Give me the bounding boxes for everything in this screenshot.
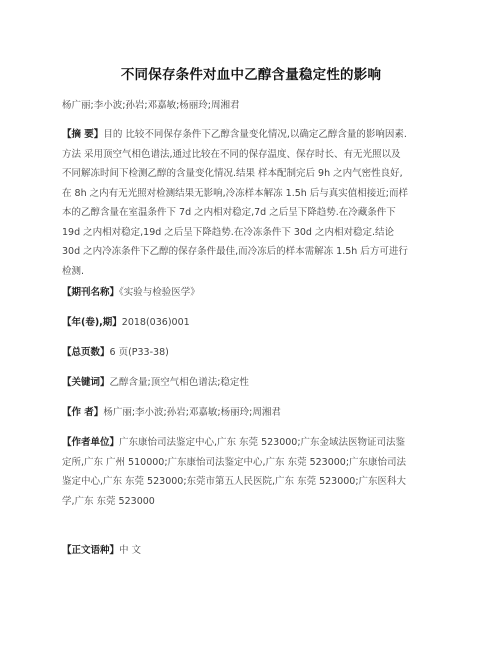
abstract-line-2: 方法 采用顶空气相色谱法,通过比较在不同的保存温度、保存时长、有无光照以及 xyxy=(62,148,401,160)
field-label: 【作 者】 xyxy=(62,407,104,418)
volume-issue-field xyxy=(62,313,442,333)
field-value: 乙醇含量;顶空气相色谱法;稳定性 xyxy=(109,377,249,388)
field-label: 【作者单位】 xyxy=(62,437,120,448)
journal-name-field xyxy=(62,283,442,303)
abstract-line-5: 本的乙醇含量在室温条件下 7d 之内相对稳定,7d 之后呈下降趋势.在冷藏条件下 xyxy=(62,207,396,218)
abstract-block xyxy=(62,125,442,281)
field-value: 《实验与检验医学》 xyxy=(119,287,200,298)
abstract-label: 【摘 要】 xyxy=(62,129,104,140)
abstract-line-4: 在 8h 之内有无光照对检测结果无影响,冷冻样本解冻 1.5h 后与真实值相接近;而样 xyxy=(62,187,408,199)
author-list: 杨广丽;李小波;孙岩;邓嘉敏;杨丽玲;周湘君 xyxy=(62,100,240,111)
field-label: 【总页数】 xyxy=(62,347,110,358)
paper-title: 不同保存条件对血中乙醇含量稳定性的影响 xyxy=(120,67,382,83)
affiliation-line-3: 鉴定中心,广东 东莞 523000;东莞市第五人民医院,广东 东莞 523000;广东医科大 xyxy=(62,476,407,487)
field-label: 【年(卷),期】 xyxy=(62,317,122,328)
affiliation-line-4: 学,广东 东莞 523000 xyxy=(62,495,155,507)
affiliation-line-1: 广东康怡司法鉴定中心,广东 东莞 523000;广东金域法医物证司法鉴 xyxy=(119,437,406,448)
abstract-line-3: 不同解冻时间下检测乙醇的含量变化情况.结果 样本配制完后 9h 之内气密性良好, xyxy=(62,168,403,179)
field-value: 2018(036)001 xyxy=(121,317,190,328)
abstract-line-6: 19d 之内相对稳定,19d 之后呈下降趋势.在冷冻条件下 30d 之内相对稳定.结论 xyxy=(62,226,394,238)
field-label: 【期刊名称】 xyxy=(62,287,120,298)
language-field xyxy=(62,541,442,561)
field-value: 杨广丽;李小波;孙岩;邓嘉敏;杨丽玲;周湘君 xyxy=(103,407,281,418)
affiliation-line-2: 定所,广东 广州 510000;广东康怡司法鉴定中心,广东 东莞 523000;广东康怡司法 xyxy=(62,456,407,468)
field-label: 【正文语种】 xyxy=(62,545,120,556)
abstract-line-8: 检测. xyxy=(62,265,85,277)
field-label: 【关键词】 xyxy=(62,377,110,388)
abstract-line-1: 【摘 要】目的 比较不同保存条件下乙醇含量变化情况,以确定乙醇含量的影响因素. xyxy=(62,129,407,140)
authors-field xyxy=(62,403,442,423)
field-value: 中 文 xyxy=(119,545,142,556)
page-count-field xyxy=(62,343,442,363)
keywords-field xyxy=(62,373,442,393)
abstract-line-7: 30d 之内冷冻条件下乙醇的保存条件最佳,而冷冻后的样本需解冻 1.5h 后方可进行 xyxy=(62,246,408,257)
affiliation-field xyxy=(62,433,442,511)
field-value: 6 页(P33-38) xyxy=(109,347,169,358)
